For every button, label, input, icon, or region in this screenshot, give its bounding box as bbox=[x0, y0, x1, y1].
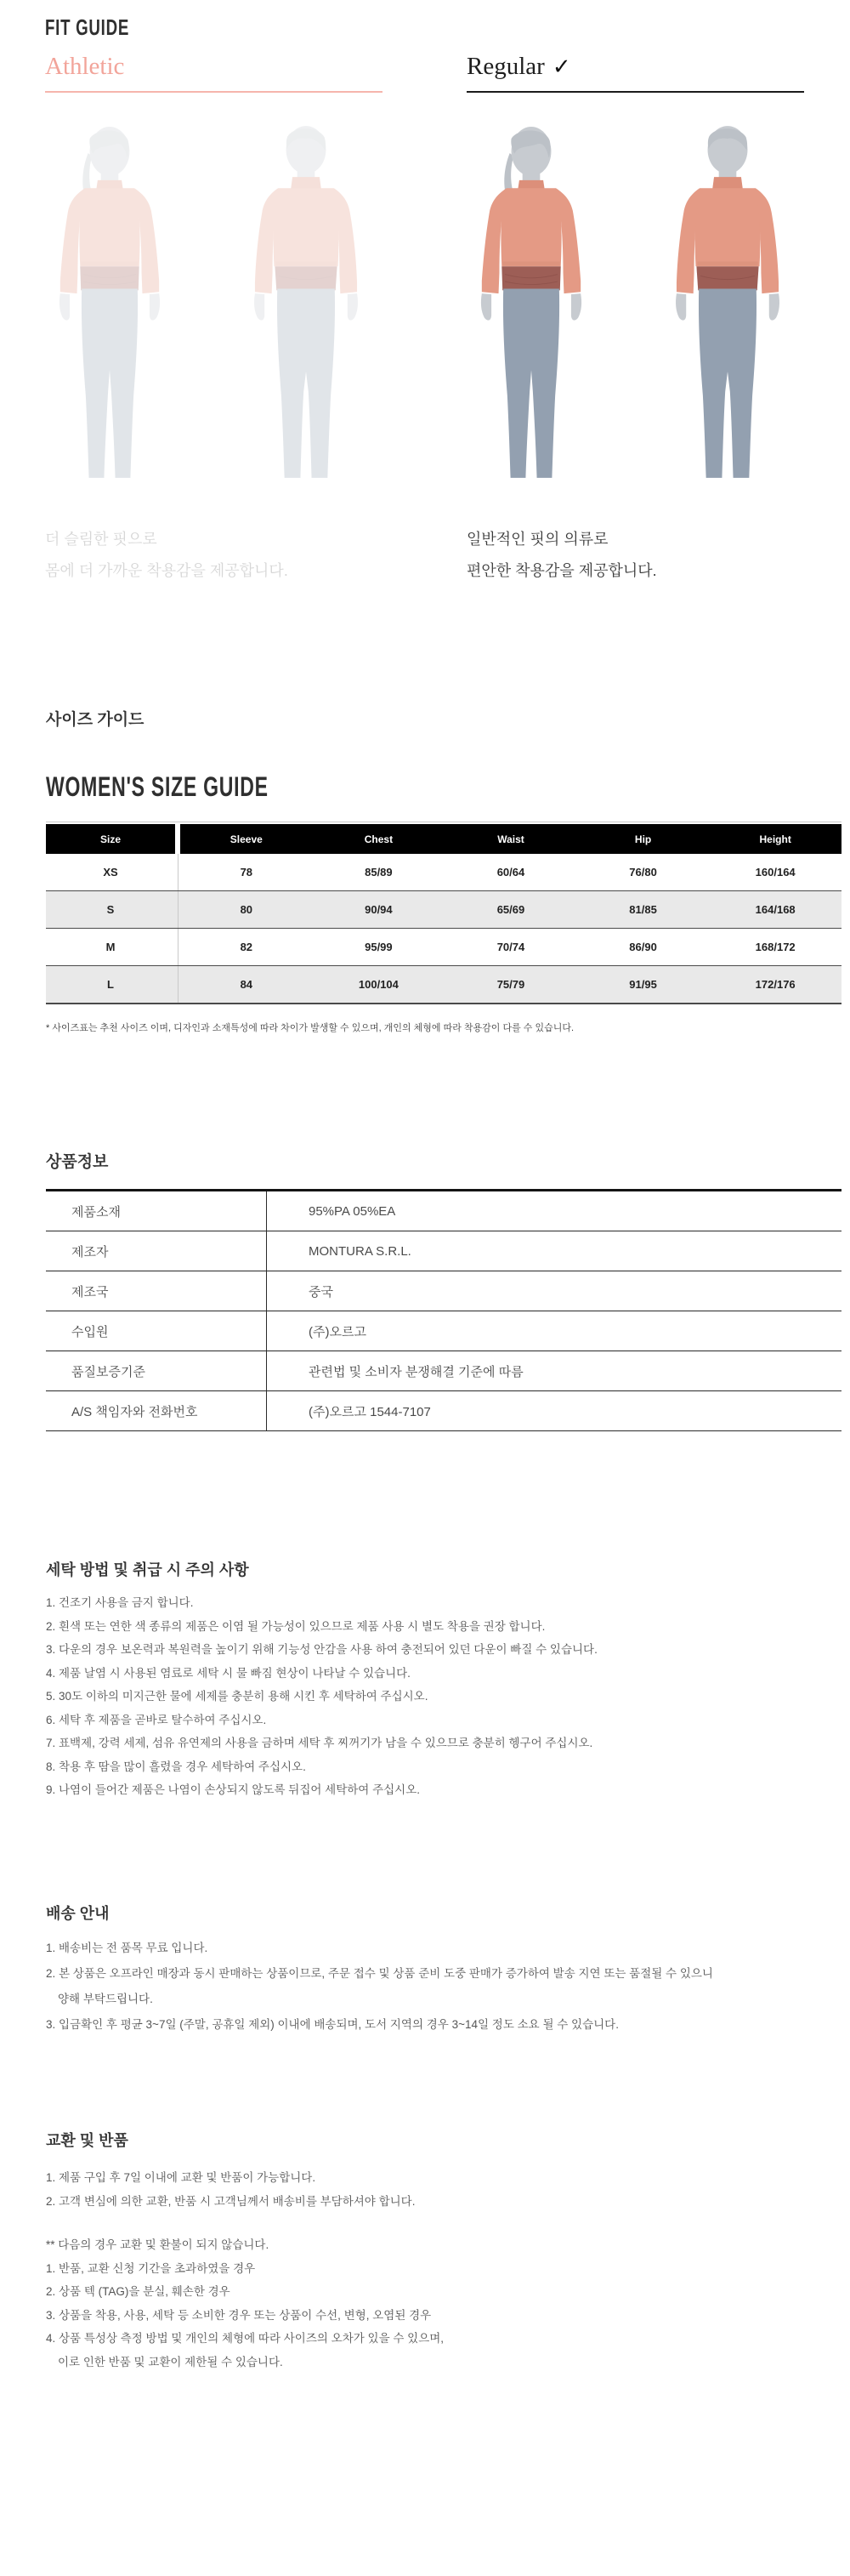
table-row bbox=[46, 1351, 842, 1391]
table-row bbox=[46, 1191, 842, 1231]
table-row bbox=[46, 1271, 842, 1311]
female-silhouette-athletic bbox=[45, 117, 174, 499]
fit-guide-title: FIT GUIDE bbox=[45, 14, 130, 41]
value-cell: 160/164 bbox=[755, 866, 796, 879]
returns-exclusions-list bbox=[46, 2257, 842, 2374]
column-header-hip: Hip bbox=[634, 833, 652, 845]
column-header-size: Size bbox=[46, 824, 175, 854]
care-item: 9. 나염이 들어간 제품은 나염이 손상되지 않도록 뒤집어 세탁하여 주십시오. bbox=[46, 1783, 420, 1796]
care-item: 4. 제품 날염 시 사용된 염료로 세탁 시 물 빠짐 현상이 나타날 수 있습니다. bbox=[46, 1666, 411, 1680]
returns-item: 2. 고객 변심에 의한 교환, 반품 시 고객님께서 배송비를 부담하셔야 합니다. bbox=[46, 2194, 416, 2208]
fit-description-athletic bbox=[45, 524, 382, 587]
returns-item: 1. 제품 구입 후 7일 이내에 교환 및 반품이 가능합니다. bbox=[46, 2171, 316, 2184]
fit-desc-line: 더 슬림한 핏으로 bbox=[45, 531, 157, 548]
table-row bbox=[46, 1311, 842, 1351]
value-cell: 84 bbox=[240, 978, 253, 991]
fit-description-regular bbox=[467, 524, 804, 587]
row-label: 품질보증기준 bbox=[71, 1364, 145, 1379]
column-header-height: Height bbox=[759, 833, 791, 845]
value-cell: 95/99 bbox=[365, 941, 393, 953]
fit-desc-line: 편안한 착용감을 제공합니다. bbox=[467, 562, 657, 579]
size-guide-section bbox=[46, 710, 842, 1034]
row-value: 95%PA 05%EA bbox=[309, 1203, 396, 1219]
returns-title: 교환 및 반품 bbox=[46, 2132, 128, 2149]
exclusion-item-continuation: 이로 인한 반품 및 교환이 제한될 수 있습니다. bbox=[58, 2355, 283, 2368]
size-row-xs bbox=[46, 854, 842, 891]
care-item: 1. 건조기 사용을 금지 합니다. bbox=[46, 1596, 194, 1609]
value-cell: 86/90 bbox=[629, 941, 657, 953]
product-info-table bbox=[46, 1189, 842, 1431]
table-row bbox=[46, 1391, 842, 1430]
value-cell: 75/79 bbox=[496, 978, 525, 991]
fit-option-athletic-label[interactable] bbox=[45, 53, 382, 93]
fit-desc-line: 일반적인 핏의 의류로 bbox=[467, 531, 609, 548]
row-label: 제품소재 bbox=[71, 1204, 121, 1220]
row-value: MONTURA S.R.L. bbox=[309, 1243, 411, 1259]
size-cell: L bbox=[107, 978, 114, 991]
row-value: 관련법 및 소비자 분쟁해결 기준에 따름 bbox=[309, 1364, 524, 1379]
exclusion-item: 2. 상품 텍 (TAG)을 분실, 훼손한 경우 bbox=[46, 2285, 230, 2298]
care-item: 6. 세탁 후 제품을 곧바로 탈수하여 주십시오. bbox=[46, 1713, 267, 1726]
value-cell: 85/89 bbox=[365, 866, 393, 879]
value-cell: 80 bbox=[240, 903, 253, 916]
returns-list bbox=[46, 2166, 842, 2213]
value-cell: 70/74 bbox=[496, 941, 525, 953]
value-cell: 76/80 bbox=[629, 866, 657, 879]
care-list bbox=[46, 1591, 842, 1802]
male-silhouette-athletic bbox=[241, 117, 371, 499]
product-info-section bbox=[46, 1152, 842, 1431]
value-cell: 60/64 bbox=[496, 866, 525, 879]
size-table-header bbox=[46, 824, 842, 854]
shipping-item: 1. 배송비는 전 품목 무료 입니다. bbox=[46, 1942, 208, 1954]
column-header-sleeve: Sleeve bbox=[230, 833, 263, 845]
shipping-section bbox=[46, 1903, 842, 2038]
care-item: 7. 표백제, 강력 세제, 섬유 유연제의 사용을 금하며 세탁 후 찌꺼기가 남을 수 있으므로 충분히 헹구어 주십시오. bbox=[46, 1737, 593, 1749]
value-cell: 90/94 bbox=[365, 903, 393, 916]
fit-figures-regular bbox=[467, 117, 792, 499]
row-value: (주)오르고 bbox=[309, 1324, 366, 1339]
size-cell: S bbox=[106, 903, 115, 916]
size-table-title: WOMEN'S SIZE GUIDE bbox=[46, 771, 269, 802]
row-label: 수입원 bbox=[71, 1324, 109, 1339]
returns-section bbox=[46, 2130, 842, 2374]
value-cell: 91/95 bbox=[629, 978, 657, 991]
size-cell: XS bbox=[103, 866, 118, 879]
care-item: 8. 착용 후 땀을 많이 흘렸을 경우 세탁하여 주십시오. bbox=[46, 1760, 306, 1773]
fit-label-text: Athletic bbox=[45, 53, 125, 80]
size-row-m bbox=[46, 929, 842, 966]
value-cell: 164/168 bbox=[755, 903, 796, 916]
care-title: 세탁 방법 및 취급 시 주의 사항 bbox=[46, 1561, 249, 1578]
male-silhouette-regular bbox=[663, 117, 792, 499]
product-info-title: 상품정보 bbox=[46, 1153, 109, 1171]
fit-option-athletic bbox=[45, 53, 382, 587]
row-value: (주)오르고 1544-7107 bbox=[309, 1404, 431, 1419]
size-guide-section-title: 사이즈 가이드 bbox=[46, 711, 144, 729]
value-cell: 168/172 bbox=[755, 941, 796, 953]
shipping-list bbox=[46, 1936, 842, 2038]
value-cell: 82 bbox=[240, 941, 253, 953]
care-section bbox=[46, 1560, 842, 1802]
column-header-waist: Waist bbox=[497, 833, 524, 845]
size-cell: M bbox=[105, 941, 116, 953]
exclusion-item: 3. 상품을 착용, 사용, 세탁 등 소비한 경우 또는 상품이 수선, 변형, 오염된 경우 bbox=[46, 2308, 432, 2322]
value-cell: 172/176 bbox=[755, 978, 796, 991]
care-item: 5. 30도 이하의 미지근한 물에 세제를 충분히 용해 시킨 후 세탁하여 주십시오. bbox=[46, 1690, 428, 1703]
column-header-chest: Chest bbox=[364, 833, 394, 845]
fit-figures-athletic bbox=[45, 117, 371, 499]
row-value: 중국 bbox=[309, 1284, 333, 1299]
value-cell: 81/85 bbox=[629, 903, 657, 916]
fit-desc-line: 몸에 더 가까운 착용감을 제공합니다. bbox=[45, 562, 288, 579]
row-label: 제조국 bbox=[71, 1284, 109, 1299]
fit-option-regular-label[interactable] bbox=[467, 53, 804, 93]
value-cell: 100/104 bbox=[358, 978, 399, 991]
care-item: 3. 다운의 경우 보온력과 복원력을 높이기 위해 기능성 안감을 사용 하여 충전되어 있던 다운이 빠질 수 있습니다. bbox=[46, 1643, 598, 1656]
table-row bbox=[46, 1231, 842, 1271]
shipping-title: 배송 안내 bbox=[46, 1905, 110, 1922]
shipping-item-continuation: 양해 부탁드립니다. bbox=[58, 1993, 153, 2005]
fit-option-regular bbox=[467, 53, 804, 587]
female-silhouette-regular bbox=[467, 117, 596, 499]
size-row-s bbox=[46, 891, 842, 929]
exclusion-item: 4. 상품 특성상 측정 방법 및 개인의 체형에 따라 사이즈의 오차가 있을 수 있으며, bbox=[46, 2332, 445, 2345]
value-cell: 78 bbox=[240, 866, 253, 879]
size-guide-footnote: * 사이즈표는 추천 사이즈 이며, 디자인과 소재특성에 따라 차이가 발생할 수 있으며, 개인의 체형에 따라 착용감이 다를 수 있습니다. bbox=[46, 1023, 575, 1033]
returns-exclusions-title: ** 다음의 경우 교환 및 환불이 되지 않습니다. bbox=[46, 2238, 269, 2251]
row-label: A/S 책임자와 전화번호 bbox=[71, 1404, 198, 1419]
check-icon: ✓ bbox=[552, 54, 571, 80]
care-item: 2. 흰색 또는 연한 색 종류의 제품은 이염 될 가능성이 있으므로 제품 사용 시 별도 착용을 권장 합니다. bbox=[46, 1619, 546, 1633]
size-row-l bbox=[46, 966, 842, 1004]
shipping-item: 2. 본 상품은 오프라인 매장과 동시 판매하는 상품이므로, 주문 접수 및 상품 준비 도중 판매가 증가하여 발송 지연 또는 품절될 수 있으니 bbox=[46, 1967, 713, 1980]
size-table bbox=[46, 822, 842, 1004]
value-cell: 65/69 bbox=[496, 903, 525, 916]
fit-label-text: Regular bbox=[467, 53, 545, 80]
exclusion-item: 1. 반품, 교환 신청 기간을 초과하였을 경우 bbox=[46, 2261, 256, 2275]
shipping-item: 3. 입금확인 후 평균 3~7일 (주말, 공휴일 제외) 이내에 배송되며, 도서 지역의 경우 3~14일 정도 소요 될 수 있습니다. bbox=[46, 2018, 619, 2031]
row-label: 제조자 bbox=[71, 1244, 109, 1260]
